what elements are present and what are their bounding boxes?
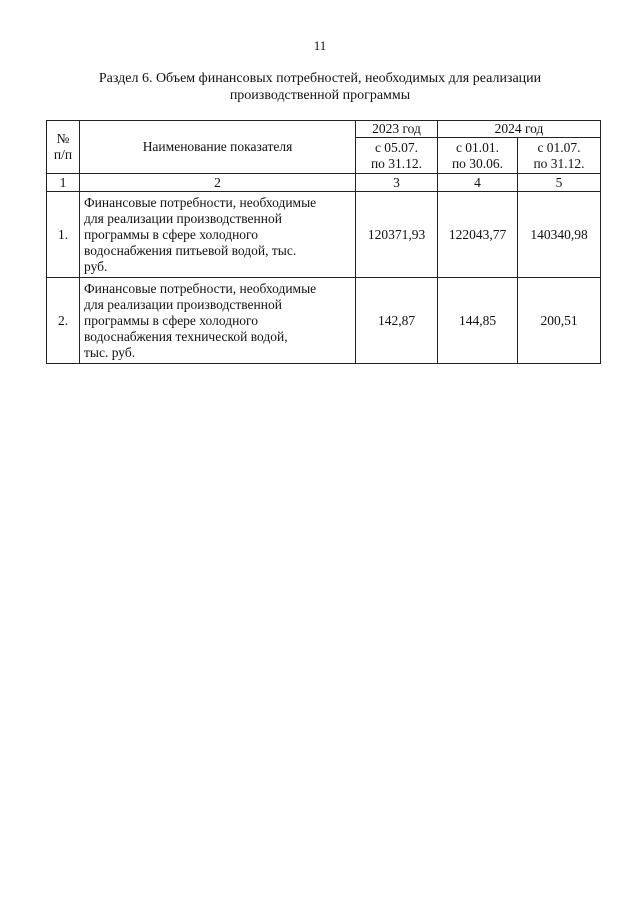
row-number: 1. [47, 192, 80, 278]
section-title [60, 70, 580, 104]
column-number: 2 [80, 174, 356, 192]
header-num [47, 121, 80, 174]
row-indicator-name [80, 278, 356, 364]
header-period-3-line-2: по 31.12. [533, 155, 585, 171]
row-name-line: программы в сфере холодного [84, 312, 258, 328]
section-title-line-2: производственной программы [229, 88, 411, 103]
row-name-line: для реализации производственной [84, 210, 282, 226]
header-period-1-line-1: с 05.07. [374, 139, 419, 155]
column-number-row [47, 174, 601, 192]
header-num-line-2: п/п [53, 147, 73, 162]
row-value-2024-h1: 122043,77 [438, 192, 518, 278]
row-name-line: для реализации производственной [84, 296, 282, 312]
header-row-years [47, 121, 601, 138]
row-name-line: водоснабжения питьевой водой, тыс. [84, 242, 297, 258]
page-number: 11 [313, 38, 327, 53]
header-period-2 [438, 138, 518, 174]
header-period-3-line-1: с 01.07. [537, 139, 581, 155]
row-value-2024-h2: 200,51 [518, 278, 601, 364]
section-title-line-1: Раздел 6. Объем финансовых потребностей, необходимых для реализации [98, 71, 542, 86]
header-period-1-line-2: по 31.12. [370, 155, 423, 171]
row-name-line: тыс. руб. [84, 344, 136, 360]
header-year-2024: 2024 год [438, 121, 601, 138]
header-period-1 [356, 138, 438, 174]
row-value-2024-h2: 140340,98 [518, 192, 601, 278]
column-number: 1 [47, 174, 80, 192]
row-name-line: Финансовые потребности, необходимые [84, 280, 317, 296]
row-number: 2. [47, 278, 80, 364]
header-num-line-1: № [56, 131, 70, 146]
row-name-line: руб. [84, 258, 108, 274]
financial-needs-table [46, 120, 601, 364]
header-name: Наименование показателя [80, 121, 356, 174]
column-number: 3 [356, 174, 438, 192]
row-value-2023-h2: 120371,93 [356, 192, 438, 278]
header-period-2-line-1: с 01.01. [455, 139, 500, 155]
column-number: 5 [518, 174, 601, 192]
column-number: 4 [438, 174, 518, 192]
row-name-line: программы в сфере холодного [84, 226, 258, 242]
row-name-line: Финансовые потребности, необходимые [84, 194, 317, 210]
header-period-2-line-2: по 30.06. [451, 155, 504, 171]
header-period-3 [518, 138, 601, 174]
row-indicator-name [80, 192, 356, 278]
row-value-2024-h1: 144,85 [438, 278, 518, 364]
table-row [47, 192, 601, 278]
row-name-line: водоснабжения технической водой, [84, 328, 288, 344]
table-row [47, 278, 601, 364]
header-year-2023: 2023 год [356, 121, 438, 138]
row-value-2023-h2: 142,87 [356, 278, 438, 364]
